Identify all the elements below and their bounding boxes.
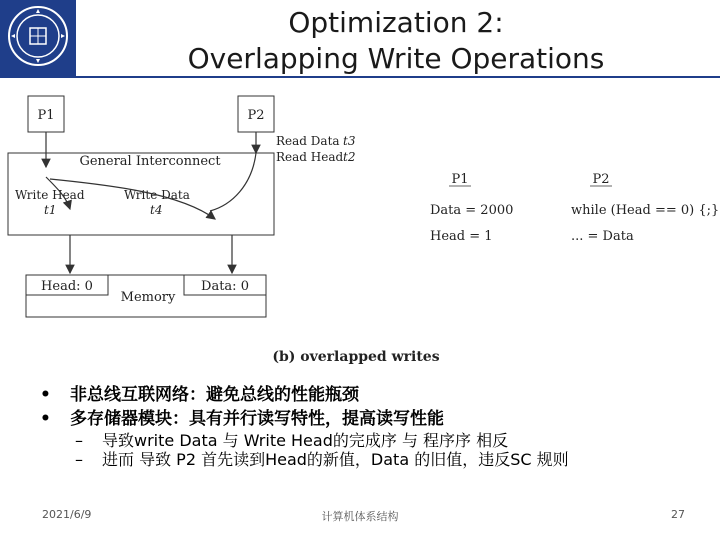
bullet-dot: •: [40, 409, 51, 429]
head-mem-label: Head: 0: [41, 279, 93, 294]
write-head-time: t1: [44, 203, 57, 217]
sub-bullet-text: 导致write Data 与 Write Head的完成序 与 程序序 相反: [102, 431, 509, 450]
bullet-item: [40, 407, 700, 431]
code-p2-line1: while (Head == 0) {;}: [571, 203, 720, 218]
p2-label: P2: [247, 108, 265, 123]
slide-header: [0, 0, 720, 76]
footer-date: 2021/6/9: [42, 508, 92, 521]
bullet-list: [40, 383, 700, 469]
sub-bullet-item: [40, 450, 700, 469]
sub-bullet-dash: –: [75, 431, 83, 450]
code-p1-line2: Head = 1: [430, 229, 493, 244]
memory-label: Memory: [120, 290, 176, 305]
bullet-dot: •: [40, 385, 51, 405]
overlapped-writes-diagram: [0, 85, 720, 375]
sub-bullet-dash: –: [75, 450, 83, 469]
diagram-caption: (b) overlapped writes: [272, 349, 440, 365]
bullet-text: 非总线互联网络：避免总线的性能瓶颈: [70, 385, 359, 405]
code-p1-header: P1: [451, 172, 469, 187]
page-number: 27: [671, 508, 685, 521]
header-rule: [0, 76, 720, 78]
interconnect-label: General Interconnect: [79, 154, 221, 169]
code-p1-line1: Data = 2000: [430, 203, 514, 218]
write-data-time: t4: [150, 203, 163, 217]
data-mem-label: Data: 0: [201, 279, 249, 294]
header-bar: [0, 0, 76, 76]
write-head-label: Write Head: [15, 188, 85, 202]
code-p2-header: P2: [592, 172, 610, 187]
footer-course-name: 计算机体系结构: [321, 510, 399, 523]
p1-label: P1: [37, 108, 55, 123]
code-p2-line2: ... = Data: [571, 229, 634, 244]
read-data-time: t3: [343, 134, 356, 148]
sub-bullet-item: [40, 431, 700, 450]
write-data-label: Write Data: [124, 188, 190, 202]
read-head-time: t2: [343, 150, 356, 164]
read-data-label: Read Data: [276, 134, 340, 148]
slide-title-line1: Optimization 2:: [288, 6, 504, 39]
read-head-label: Read Head: [276, 150, 344, 164]
bullet-item: [40, 383, 700, 407]
bullet-text: 多存储器模块：具有并行读写特性，提高读写性能: [70, 409, 444, 429]
university-logo: [6, 4, 70, 68]
slide-title-line2: Overlapping Write Operations: [187, 42, 605, 75]
sub-bullet-text: 进而 导致 P2 首先读到Head的新值，Data 的旧值，违反SC 规则: [102, 450, 569, 469]
